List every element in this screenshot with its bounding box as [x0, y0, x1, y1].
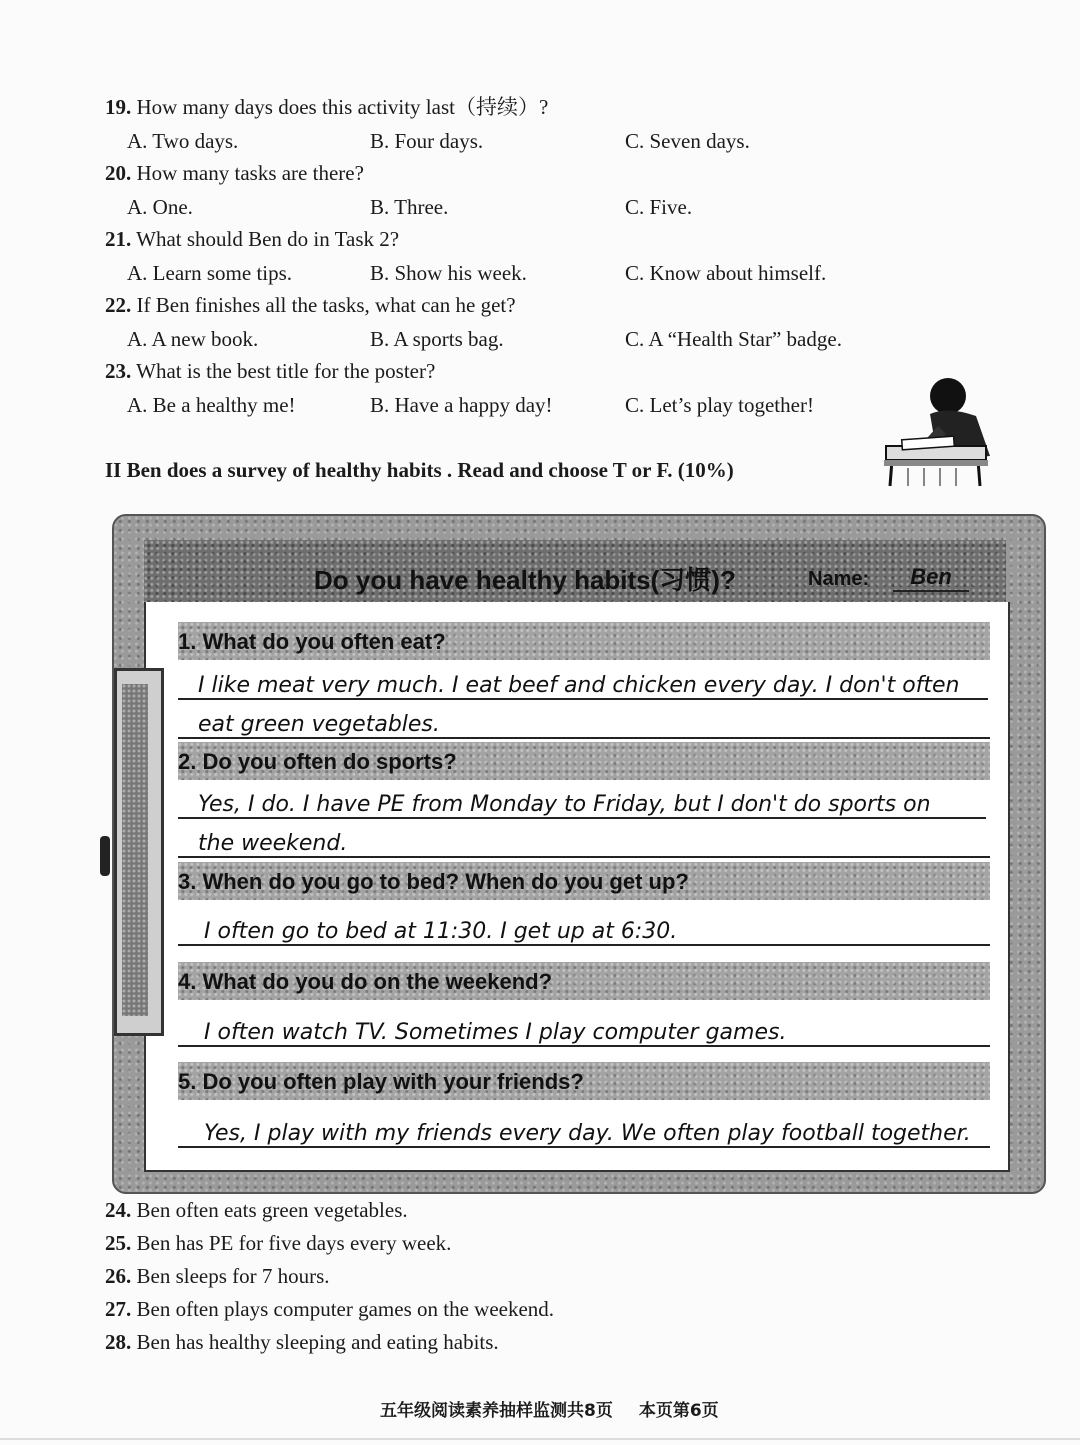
option-c[interactable]: C. A “Health Star” badge.	[625, 327, 842, 351]
bottom-divider	[0, 1438, 1080, 1440]
answer-rule	[178, 737, 990, 739]
option-b[interactable]: B. A sports bag.	[370, 327, 504, 351]
tf-statement-27: 27. Ben often plays computer games on the weekend.	[105, 1297, 555, 1321]
question-20: 20. How many tasks are there?	[105, 161, 364, 185]
footer-total-pages: 五年级阅读素养抽样监测共8页	[380, 1401, 613, 1421]
tf-statement-25: 25. Ben has PE for five days every week.	[105, 1231, 452, 1255]
survey-answer-1-line-1: I like meat very much. I eat beef and chicken every day. I don't often	[198, 673, 960, 698]
option-b[interactable]: B. Show his week.	[370, 261, 527, 285]
survey-answer-4: I often watch TV. Sometimes I play computer games.	[204, 1020, 787, 1045]
option-c[interactable]: C. Seven days.	[625, 129, 750, 153]
footer-page-number: 本页第6页	[638, 1401, 719, 1421]
option-a[interactable]: A. One.	[127, 195, 193, 219]
question-21: 21. What should Ben do in Task 2?	[105, 227, 400, 251]
tf-statement-28: 28. Ben has healthy sleeping and eating habits.	[105, 1330, 499, 1354]
answer-rule	[178, 817, 986, 819]
answer-rule	[178, 856, 990, 858]
option-a[interactable]: A. Two days.	[127, 129, 239, 153]
answer-rule	[178, 1146, 990, 1148]
survey-question-5: 5. Do you often play with your friends?	[178, 1069, 584, 1094]
page-footer	[380, 1396, 745, 1421]
survey-answer-1-line-2: eat green vegetables.	[198, 712, 440, 737]
option-a[interactable]: A. Be a healthy me!	[127, 393, 296, 417]
clipboard-clip-texture	[122, 684, 148, 1016]
survey-answer-2-line-1: Yes, I do. I have PE from Monday to Friday, but I don't do sports on	[198, 792, 931, 817]
survey-answer-3: I often go to bed at 11:30. I get up at 6:30.	[204, 919, 678, 944]
survey-question-4: 4. What do you do on the weekend?	[178, 969, 553, 994]
option-c[interactable]: C. Five.	[625, 195, 693, 219]
option-b[interactable]: B. Three.	[370, 195, 449, 219]
question-19: 19. How many days does this activity last（持续）?	[105, 95, 549, 119]
survey-question-2: 2. Do you often do sports?	[178, 749, 457, 774]
option-a[interactable]: A. Learn some tips.	[127, 261, 293, 285]
name-label: Name:	[808, 568, 870, 590]
boy-at-desk-illustration	[878, 376, 996, 488]
tf-statement-26: 26. Ben sleeps for 7 hours.	[105, 1264, 330, 1288]
tf-statement-24: 24. Ben often eats green vegetables.	[105, 1198, 408, 1222]
option-b[interactable]: B. Four days.	[370, 129, 484, 153]
answer-rule	[178, 944, 990, 946]
option-c[interactable]: C. Know about himself.	[625, 261, 827, 285]
clipboard-knob	[100, 836, 110, 876]
survey-answer-2-line-2: the weekend.	[198, 831, 348, 856]
section-2-heading: II Ben does a survey of healthy habits . Read and choose T or F. (10%)	[105, 458, 734, 482]
question-22: 22. If Ben finishes all the tasks, what can he get?	[105, 293, 516, 317]
option-a[interactable]: A. A new book.	[127, 327, 259, 351]
answer-rule	[178, 1045, 990, 1047]
name-value: Ben	[893, 564, 969, 592]
survey-question-3: 3. When do you go to bed? When do you get up?	[178, 869, 689, 894]
question-23: 23. What is the best title for the poster?	[105, 359, 436, 383]
survey-title: Do you have healthy habits(习惯)?	[314, 565, 736, 595]
answer-rule	[178, 698, 988, 700]
option-b[interactable]: B. Have a happy day!	[370, 393, 553, 417]
survey-answer-5: Yes, I play with my friends every day. We often play football together.	[204, 1121, 971, 1146]
option-c[interactable]: C. Let’s play together!	[625, 393, 814, 417]
survey-question-1: 1. What do you often eat?	[178, 629, 446, 654]
